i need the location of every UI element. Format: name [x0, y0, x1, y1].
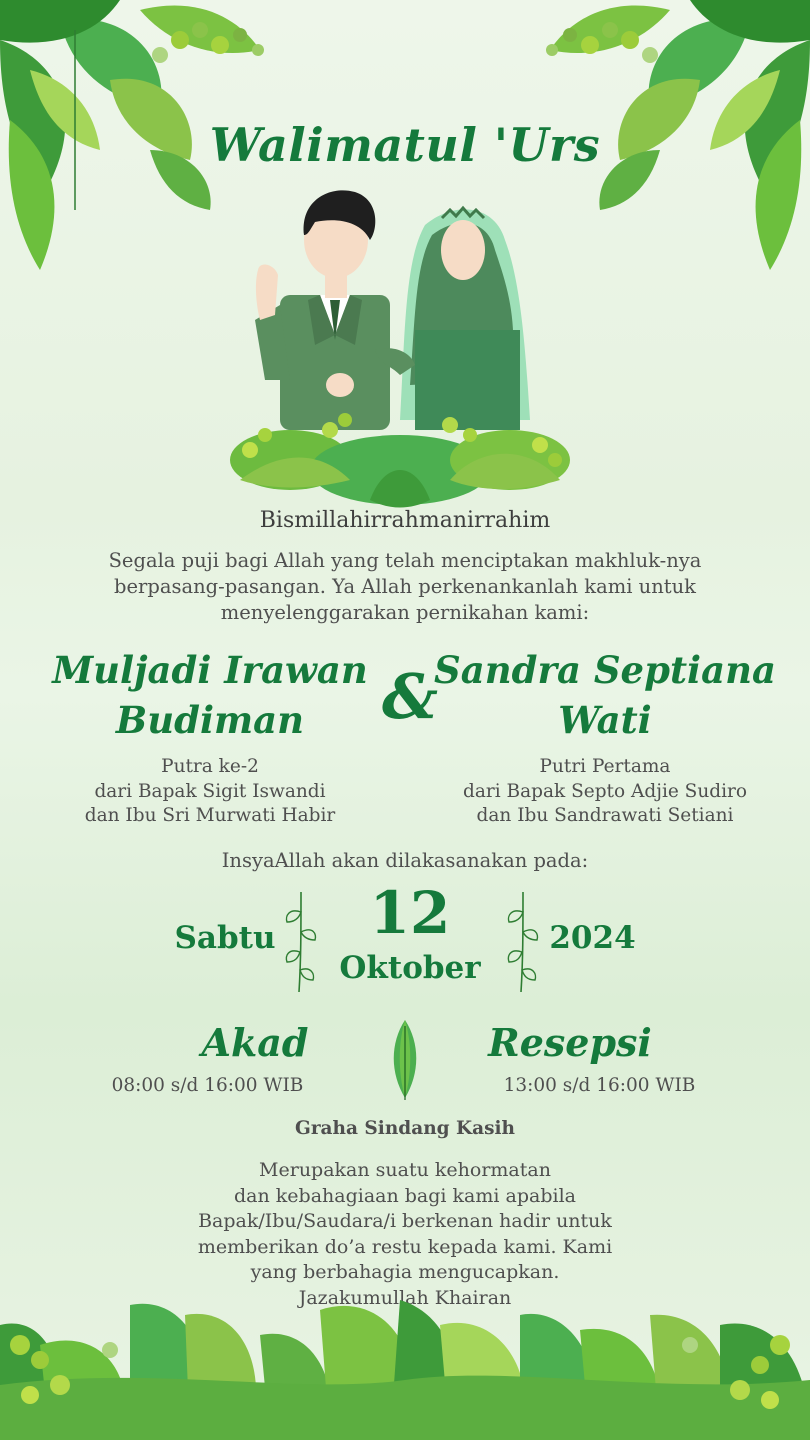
- intro-paragraph: [95, 548, 715, 626]
- intro-line: menyelenggarakan pernikahan kami:: [220, 601, 590, 624]
- groom-parent-line: dari Bapak Sigit Iswandi: [94, 780, 326, 802]
- closing-line: yang berbahagia mengucapkan.: [250, 1261, 560, 1283]
- closing-line: Merupakan suatu kehormatan: [259, 1159, 551, 1181]
- date-year: 2024: [549, 920, 636, 956]
- ampersand: &: [382, 660, 438, 733]
- closing-line: Bapak/Ibu/Saudara/i berkenan hadir untuk: [198, 1210, 612, 1232]
- resepsi-time: 13:00 s/d 16:00 WIB: [503, 1075, 696, 1096]
- schedule-intro: InsyaAllah akan dilakasanakan pada:: [221, 849, 589, 872]
- bismillah-text: Bismillahirrahmanirrahim: [259, 508, 551, 533]
- groom-name-line: Budiman: [115, 698, 305, 742]
- bride-name-line: Wati: [558, 698, 652, 742]
- date-day: Sabtu: [174, 920, 276, 956]
- bride-parents: [425, 755, 785, 829]
- closing-line: dan kebahagiaan bagi kami apabila: [234, 1184, 576, 1207]
- closing-line: memberikan do’a restu kepada kami. Kami: [197, 1235, 613, 1258]
- date-month: Oktober: [339, 950, 481, 986]
- intro-line: Segala puji bagi Allah yang telah menciptakan makhluk-nya: [108, 549, 702, 572]
- bride-parent-line: dan Ibu Sandrawati Setiani: [476, 805, 734, 826]
- groom-name-line: Muljadi Irawan: [52, 648, 368, 692]
- couple-illustration: [220, 180, 580, 510]
- closing-line: Jazakumullah Khairan: [298, 1286, 512, 1309]
- bride-name-line: Sandra Septiana: [434, 648, 776, 692]
- akad-time: 08:00 s/d 16:00 WIB: [111, 1075, 304, 1096]
- bottom-foliage: [0, 1285, 810, 1440]
- resepsi-title: Resepsi: [488, 1020, 652, 1065]
- bride-parent-line: dari Bapak Septo Adjie Sudiro: [462, 780, 748, 802]
- akad-title: Akad: [201, 1020, 309, 1065]
- venue: Graha Sindang Kasih: [295, 1118, 515, 1139]
- groom-parent-line: dan Ibu Sri Murwati Habir: [84, 805, 336, 826]
- leaf-icon: [390, 1018, 420, 1102]
- groom-name: [20, 645, 400, 745]
- bride-name: [410, 645, 800, 745]
- page-title: Walimatul 'Urs: [209, 118, 601, 172]
- intro-line: berpasang-pasangan. Ya Allah perkenankanlah kami untuk: [114, 575, 696, 598]
- groom-parents: [30, 755, 390, 829]
- groom-parent-line: Putra ke-2: [161, 756, 259, 777]
- bride-parent-line: Putri Pertama: [539, 756, 671, 777]
- date-number: 12: [369, 879, 451, 947]
